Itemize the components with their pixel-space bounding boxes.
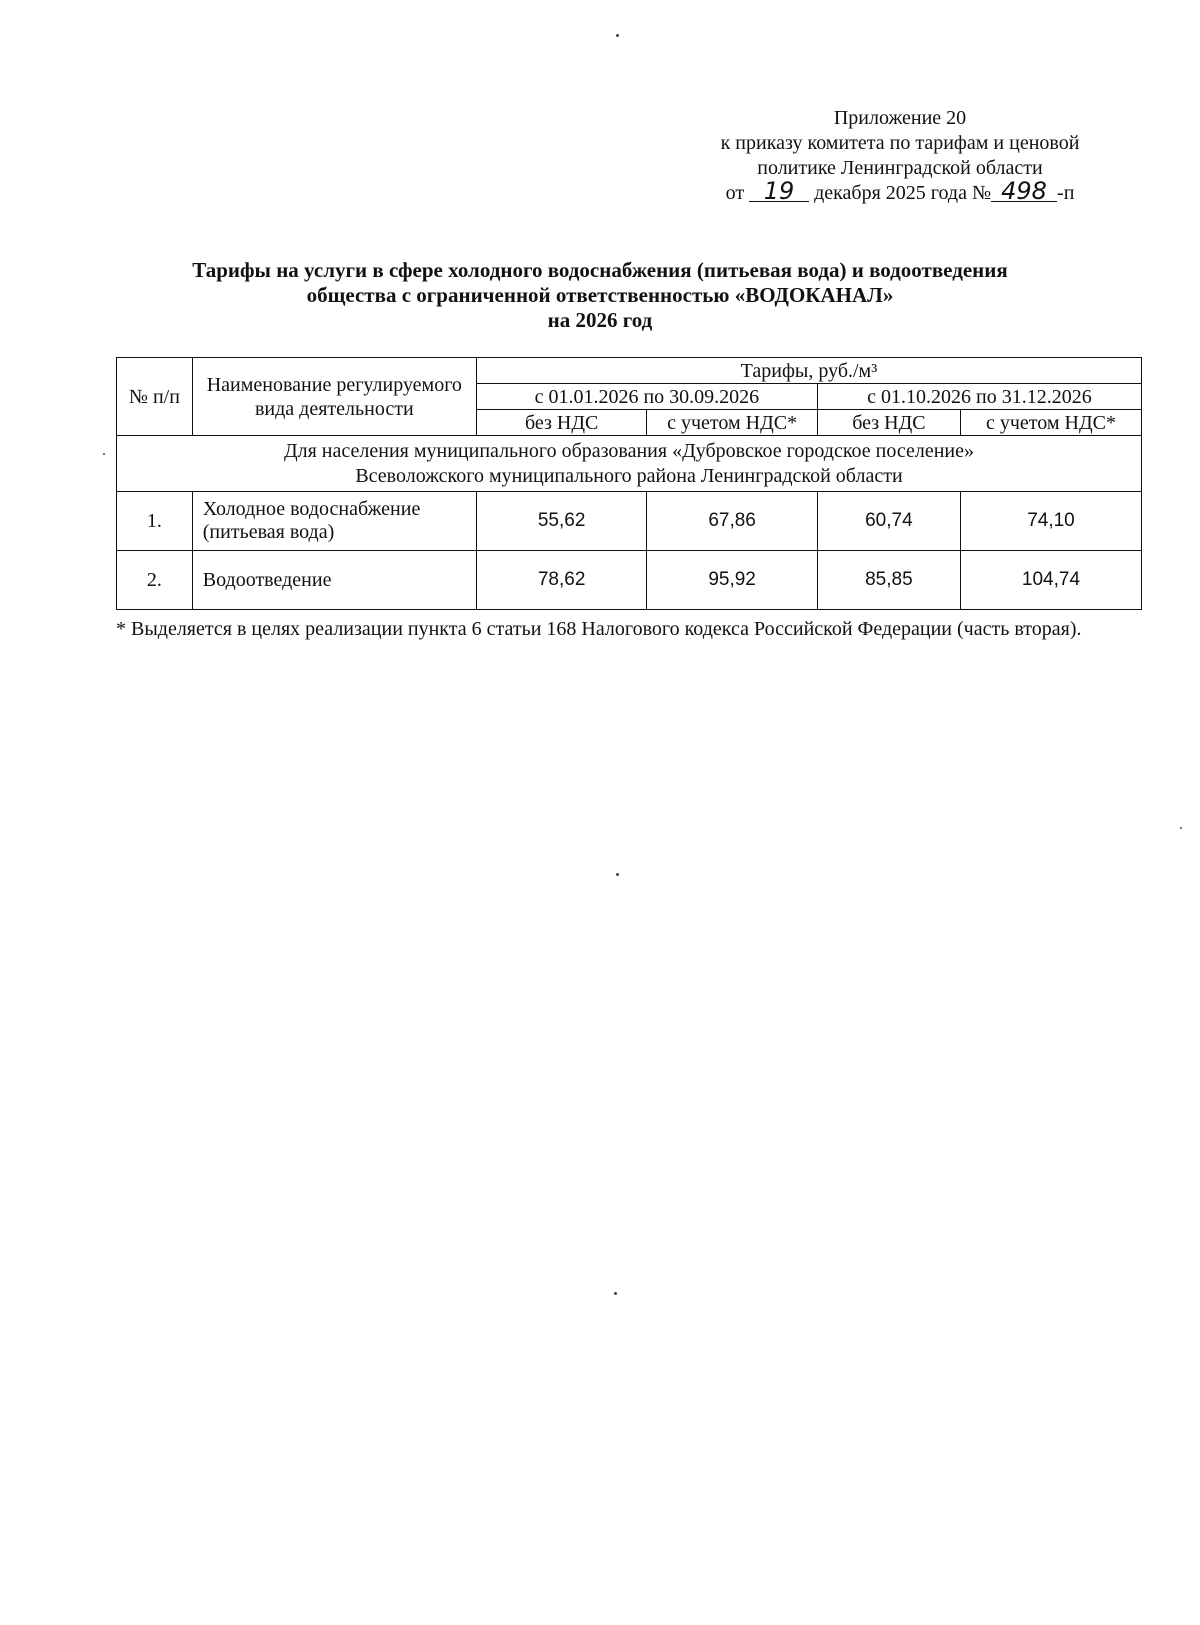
- date-prefix: от: [725, 182, 745, 204]
- footnote: * Выделяется в целях реализации пункта 6 статьи 168 Налогового кодекса Российской Федерации (часть вторая).: [116, 618, 1082, 640]
- scan-speck: [1180, 827, 1182, 829]
- table-row: [117, 492, 1142, 551]
- row-number: 2.: [117, 551, 193, 610]
- header-p2-with-vat: с учетом НДС*: [960, 410, 1141, 436]
- group-line-1: Для населения муниципального образования «Дубровское городское поселение»: [283, 439, 975, 462]
- header-p1-with-vat: с учетом НДС*: [647, 410, 817, 436]
- row-p2-without-vat: 60,74: [817, 492, 960, 551]
- row-p1-with-vat: 95,92: [647, 551, 817, 610]
- tariffs-table: [116, 357, 1142, 610]
- title-line-3: на 2026 год: [547, 308, 653, 332]
- date-middle: декабря 2025 года №: [814, 182, 992, 204]
- row-p2-with-vat: 104,74: [960, 551, 1141, 610]
- appendix-committee: политике Ленинградской области: [757, 157, 1043, 179]
- header-period-2: с 01.10.2026 по 31.12.2026: [817, 384, 1141, 410]
- group-line-2: Всеволожского муниципального района Ленинградской области: [355, 464, 903, 487]
- group-header: [117, 436, 1142, 492]
- title-line-1: Тарифы на услуги в сфере холодного водоснабжения (питьевая вода) и водоотведения: [192, 258, 1008, 282]
- header-p1-without-vat: без НДС: [476, 410, 646, 436]
- header-period-1: с 01.01.2026 по 30.09.2026: [476, 384, 817, 410]
- scan-speck: [614, 1292, 617, 1295]
- appendix-title: Приложение 20: [833, 107, 967, 129]
- row-activity-name: Водоотведение: [192, 551, 476, 610]
- scan-speck: [616, 34, 619, 37]
- scan-speck: [103, 453, 105, 455]
- header-tariffs: Тарифы, руб./м³: [476, 358, 1141, 384]
- row-p2-with-vat: 74,10: [960, 492, 1141, 551]
- row-number: 1.: [117, 492, 193, 551]
- title-line-2: общества с ограниченной ответственностью «ВОДОКАНАЛ»: [306, 283, 894, 307]
- appendix-order-ref: к приказу комитета по тарифам и ценовой: [720, 132, 1080, 154]
- header-number: № п/п: [117, 358, 193, 436]
- row-p1-without-vat: 78,62: [476, 551, 646, 610]
- scan-speck: [616, 873, 619, 876]
- handwritten-order-number: 498: [991, 181, 1057, 202]
- header-activity-name: Наименование регулируемого вида деятельности: [192, 358, 476, 436]
- header-p2-without-vat: без НДС: [817, 410, 960, 436]
- appendix-date-line: [640, 177, 1160, 206]
- row-activity-name: Холодное водоснабжение (питьевая вода): [192, 492, 476, 551]
- document-title: [100, 258, 1100, 333]
- table-row: [117, 551, 1142, 610]
- row-p1-without-vat: 55,62: [476, 492, 646, 551]
- appendix-header: [640, 106, 1160, 206]
- row-p1-with-vat: 67,86: [647, 492, 817, 551]
- number-suffix: -п: [1057, 182, 1075, 204]
- row-p2-without-vat: 85,85: [817, 551, 960, 610]
- handwritten-day: 19: [749, 181, 809, 202]
